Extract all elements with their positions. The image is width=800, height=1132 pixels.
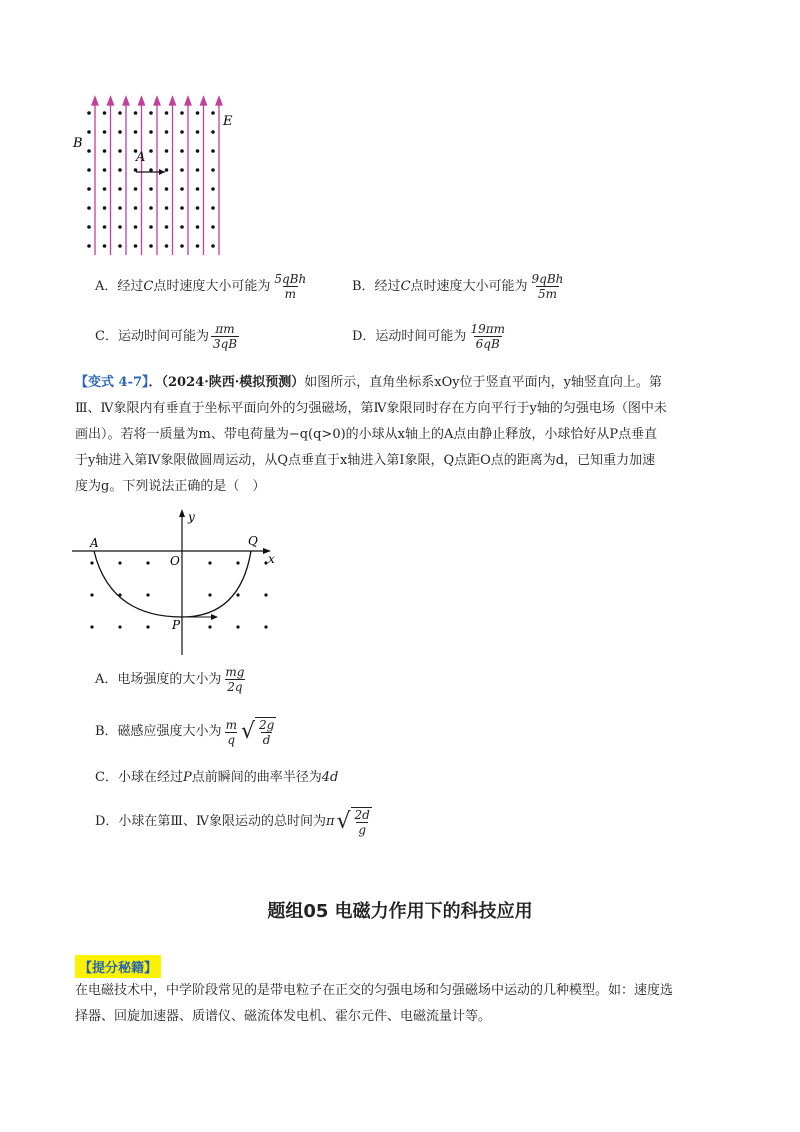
q2-option-a[interactable]: A．电场强度的大小为 $\frac{mg}{2q}$: [95, 665, 245, 694]
svg-text:O: O: [170, 554, 180, 568]
svg-text:x: x: [268, 552, 275, 566]
q1-option-d[interactable]: D．运动时间可能为 $\frac{19\pi m}{6qB}$: [352, 322, 505, 351]
q2-option-d[interactable]: D．小球在第Ⅲ、Ⅳ象限运动的总时间为 π √ $\frac{2d}{g}$: [95, 808, 370, 837]
label-B: B: [73, 136, 83, 151]
svg-text:P: P: [172, 618, 181, 632]
trajectory-figure-2: [70, 505, 285, 665]
label-A: A: [136, 150, 146, 165]
q1-option-c[interactable]: C．运动时间可能为 $\frac{\pi m}{3qB}$: [95, 322, 238, 351]
section-title: 题组05 电磁力作用下的科技应用: [267, 901, 533, 922]
q1-option-b[interactable]: B．经过 C 点时速度大小可能为 $\frac{\text{9qBh}}{5m}$: [352, 272, 564, 301]
label-E: E: [223, 114, 233, 129]
section-body: 在电磁技术中，中学阶段常见的是带电粒子在正交的匀强电场和匀强磁场中运动的几种模型。如：速度选 择器、回旋加速器、质谱仪、磁流体发电机、霍尔元件、电磁流量计等。: [75, 983, 674, 1024]
svg-text:y: y: [188, 510, 195, 524]
field-figure-1: [70, 95, 250, 260]
q2-stem: 【变式 4-7】．（2024·陕西·模拟预测）如图所示，直角坐标系xOy位于竖直平面内，y轴竖直向上。第 Ⅲ、Ⅳ象限内有垂直于坐标平面向外的匀强磁场，第Ⅳ象限同时存在方向平行于y轴的匀强电场（图中未 画出）。若将一质量为m、带电荷量为−q(q>0)的小球从x轴上的A点由静止释放，小球恰好从P点垂直 于y轴进入第Ⅳ象限做圆周运动，从Q点垂直于x轴进入第Ⅰ象限，Q点距O点的距离为d，已知重力加速 度为g。下列说法正确的是（ ）: [75, 375, 667, 494]
tips-badge: 【提分秘籍】: [75, 955, 161, 978]
svg-text:Q: Q: [248, 534, 258, 548]
q1-option-a[interactable]: A．经过 C 点时速度大小可能为 $\frac{\text{5qBh}}{m}$: [95, 272, 307, 301]
svg-text:A: A: [90, 536, 99, 550]
q2-option-c[interactable]: C．小球在经过 P 点前瞬间的曲率半径为 4d: [95, 770, 339, 785]
q2-option-b[interactable]: B．磁感应强度大小为 $\frac{m}{q}$ √ $\frac{2g}{d}$: [95, 717, 275, 747]
